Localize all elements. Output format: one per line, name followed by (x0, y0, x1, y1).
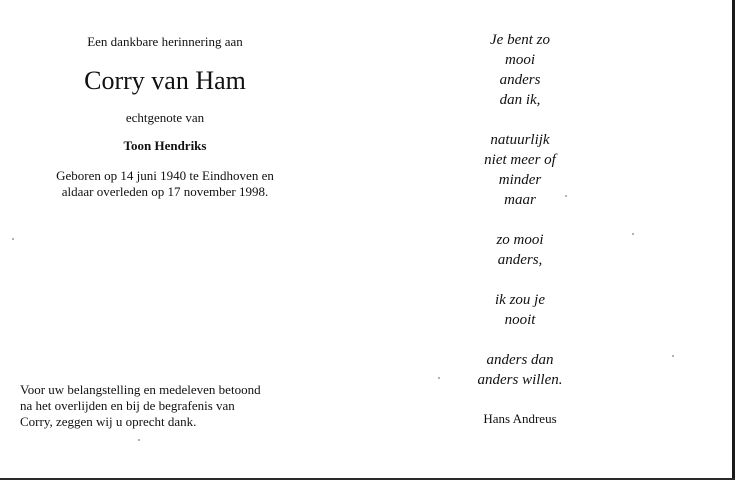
poem-line: anders (499, 72, 541, 88)
life-dates (40, 168, 290, 200)
paper-speck (438, 377, 440, 379)
thanks-line: Voor uw belangstelling en medeleven betoond (20, 382, 261, 397)
life-line: Geboren op 14 juni 1940 te Eindhoven en (56, 168, 274, 183)
paper-speck (672, 355, 674, 357)
poem-stanza (450, 230, 590, 270)
poem-stanza (450, 30, 590, 110)
poem-line: dan ik, (499, 92, 541, 108)
poem-line: minder (498, 172, 542, 188)
poem-line: anders willen. (477, 372, 563, 388)
poem-line: Je bent zo (490, 32, 550, 48)
poem-line: niet meer of (484, 152, 556, 168)
poem-line: anders, (497, 252, 543, 268)
spouse-name: Toon Hendriks (123, 138, 207, 153)
deceased-name: Corry van Ham (84, 66, 246, 95)
poem-line: nooit (504, 312, 536, 328)
poem-stanza (450, 350, 590, 390)
paper-speck (565, 195, 567, 197)
paper-speck (632, 233, 634, 235)
poem-line: anders dan (486, 352, 554, 368)
thanks-line: Corry, zeggen wij u oprecht dank. (20, 414, 197, 429)
thanks-text (20, 382, 298, 430)
poem-line: maar (504, 192, 536, 208)
poem-line: mooi (505, 52, 535, 68)
life-line: aldaar overleden op 17 november 1998. (61, 184, 269, 199)
poem (450, 30, 590, 410)
paper-speck (12, 238, 14, 240)
spouse-label: echtgenote van (125, 110, 205, 125)
intro-text: Een dankbare herinnering aan (87, 34, 243, 49)
poem-author: Hans Andreus (483, 411, 557, 426)
poem-line: zo mooi (496, 232, 544, 248)
poem-line: natuurlijk (490, 132, 550, 148)
poem-stanza (450, 290, 590, 330)
poem-stanza (450, 130, 590, 210)
paper-speck (138, 439, 140, 441)
poem-line: ik zou je (495, 292, 545, 308)
thanks-line: na het overlijden en bij de begrafenis van (20, 398, 235, 413)
